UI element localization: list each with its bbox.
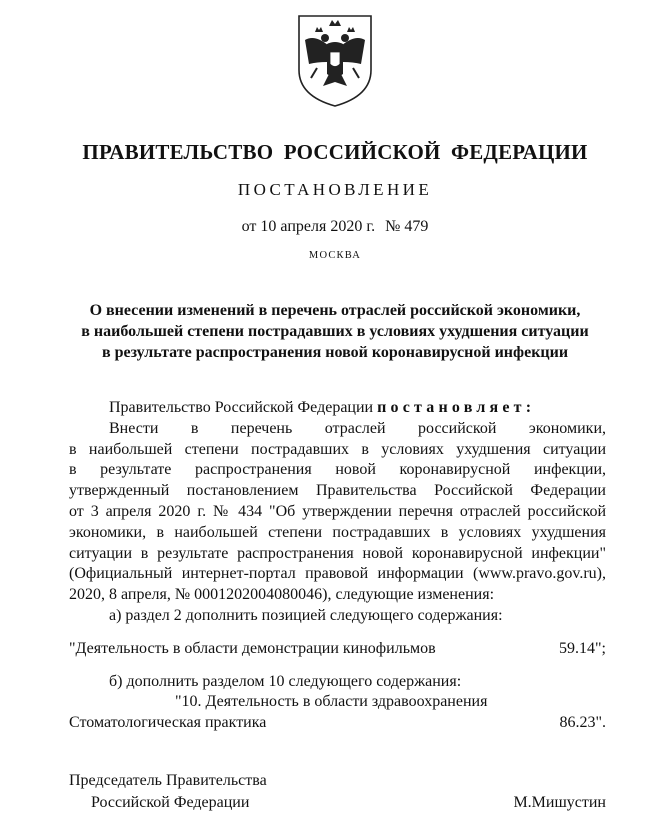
item-b-code: 86.23". [559,714,606,732]
item-a-text: "Деятельность в области демонстрации кинофильмов [69,639,436,657]
coat-of-arms-emblem [295,12,375,108]
signature-name: М.Мишустин [513,794,606,811]
document-date [0,218,670,236]
date-text: от 10 апреля 2020 г. [241,218,376,235]
intro-line [69,398,606,419]
signature-role-1: Председатель Правительства [69,772,267,789]
government-heading: ПРАВИТЕЛЬСТВО РОССИЙСКОЙ ФЕДЕРАЦИИ [82,140,588,164]
item-a: а) раздел 2 дополнить позицией следующего содержания: [109,606,503,624]
item-a-code: 59.14"; [559,639,606,657]
body-line-1: Внести в перечень отраслей российской экономики, [109,419,606,437]
body-line-7: ситуации в результате распространения новой коронавирусной инфекции" [69,544,606,562]
document-number: № 479 [385,218,429,235]
document-body [69,398,606,734]
item-b-section: "10. Деятельность в области здравоохранения [175,693,488,711]
body-line-4: утвержденный постановлением Правительства Российской Федерации [69,482,606,500]
body-line-8: (Официальный интернет-портал правовой информации (www.pravo.gov.ru), [69,565,606,583]
body-line-6: экономики, в наибольшей степени пострадавших в условиях ухудшения [69,523,606,541]
item-b: б) дополнить разделом 10 следующего содержания: [109,672,462,690]
city: МОСКВА [308,250,362,261]
body-line-5: от 3 апреля 2020 г. № 434 "Об утверждении перечня отраслей российской [69,502,606,520]
document-type: ПОСТАНОВЛЕНИЕ [237,180,433,199]
signature-block [69,770,606,814]
title-line-1: О внесении изменений в перечень отраслей российской экономики, [89,302,581,319]
intro-text: Правительство Российской Федерации [109,399,374,416]
title-line-2: в наибольшей степени пострадавших в условиях ухудшения ситуации [81,323,589,340]
body-line-2: в наибольшей степени пострадавших в условиях ухудшения ситуации [69,440,606,458]
document-title [40,300,630,363]
signature-role-2: Российской Федерации [91,794,250,811]
body-line-3: в результате распространения новой коронавирусной инфекции, [69,461,606,479]
item-b-text: Стоматологическая практика [69,714,267,732]
item-b-entry [69,713,606,734]
title-line-3: в результате распространения новой коронавирусной инфекции [101,344,569,361]
item-a-entry [69,639,606,660]
body-line-9: 2020, 8 апреля, № 0001202004080046), следующие изменения: [69,586,495,604]
intro-resolves: постановляет: [377,399,536,416]
